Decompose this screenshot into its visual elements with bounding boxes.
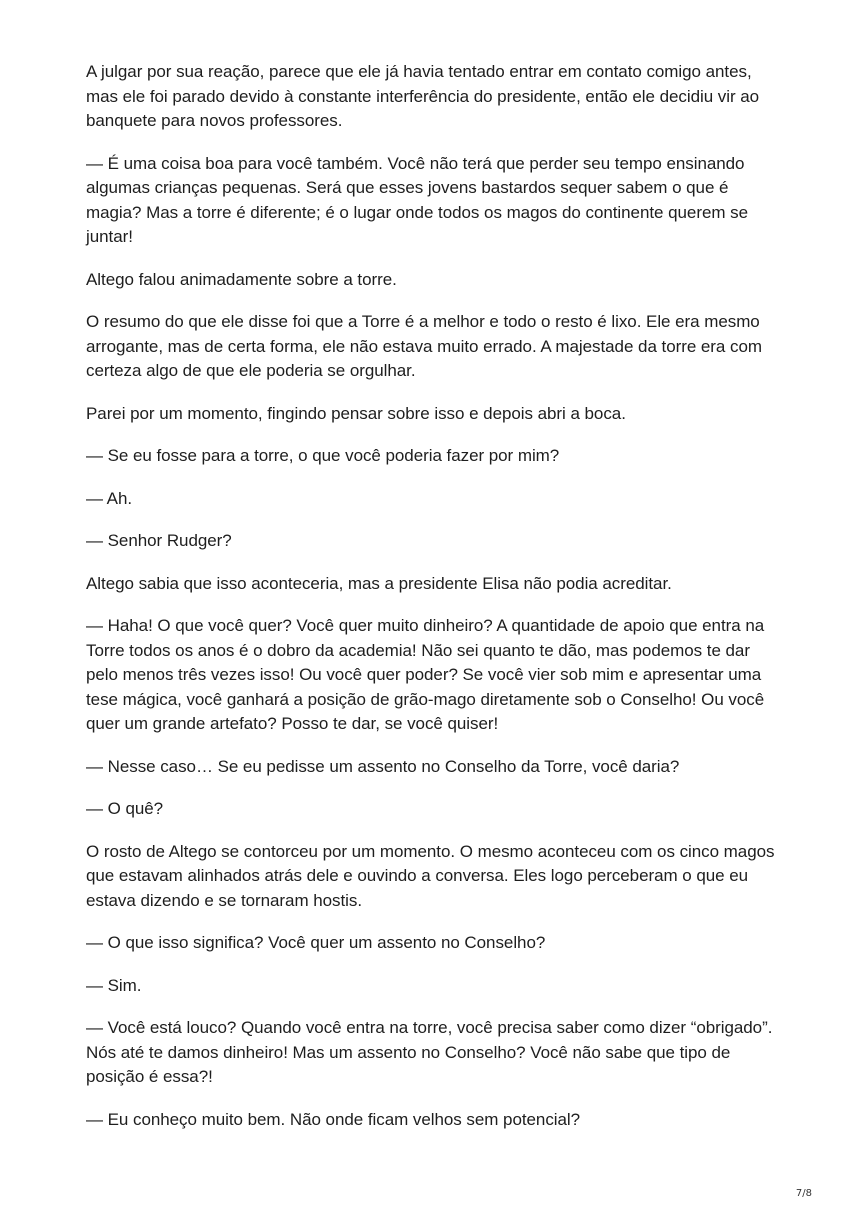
paragraph: — O quê? [86,799,164,818]
paragraph: — Senhor Rudger? [86,531,232,550]
paragraph: — Eu conheço muito bem. Não onde ficam velhos sem potencial? [86,1109,581,1129]
paragraph: — Você está louco? Quando você entra na torre, você precisa saber como dizer “obrigado”. Nós até te damos dinheiro! Mas um assento no Conselho? Você não sabe que tipo de posição é essa?! [86,1018,773,1086]
paragraph: — Se eu fosse para a torre, o que você poderia fazer por mim? [86,446,560,465]
paragraph: — Ah. [86,488,133,508]
paragraph: O resumo do que ele disse foi que a Torre é a melhor e todo o resto é lixo. Ele era mesmo arrogante, mas de certa forma, ele não estava muito errado. A majestade da torre era com certeza algo de que ele poderia se orgulhar. [86,312,762,380]
paragraph: Altego falou animadamente sobre a torre. [86,269,397,289]
paragraph: — Nesse caso… Se eu pedisse um assento no Conselho da Torre, você daria? [86,756,680,776]
paragraph: — Haha! O que você quer? Você quer muito dinheiro? A quantidade de apoio que entra na Torre todos os anos é o dobro da academia! Não sei quanto te dão, mas podemos te dar pelo menos três vezes isso! Ou você quer poder? Se você vier sob mim e apresentar uma tese mágica, você ganhará a posição de grão-mago diretamente sob o Conselho! Ou você quer um grande artefato? Posso te dar, se você quiser! [86,616,765,733]
paragraph: O rosto de Altego se contorceu por um momento. O mesmo aconteceu com os cinco magos que estavam alinhados atrás dele e ouvindo a conversa. Eles logo perceberam o que eu estava dizendo e se tornaram hostis. [86,841,775,910]
paragraph: — Sim. [86,975,142,995]
paragraph: — O que isso significa? Você quer um assento no Conselho? [86,933,546,952]
paragraph: — É uma coisa boa para você também. Você não terá que perder seu tempo ensinando algumas crianças pequenas. Será que esses jovens bastardos sequer sabem o que é magia? Mas a torre é diferente; é o lugar onde todos os magos do continente querem se juntar! [86,153,748,246]
paragraph: A julgar por sua reação, parece que ele já havia tentado entrar em contato comigo antes, mas ele foi parado devido à constante interferência do presidente, então ele decidiu vir ao banquete para novos professores. [86,62,760,130]
paragraph: Altego sabia que isso aconteceria, mas a presidente Elisa não podia acreditar. [86,573,672,593]
page-number: 7/8 [795,1188,812,1199]
document-page [86,60,786,1150]
paragraph: Parei por um momento, fingindo pensar sobre isso e depois abri a boca. [86,403,626,423]
